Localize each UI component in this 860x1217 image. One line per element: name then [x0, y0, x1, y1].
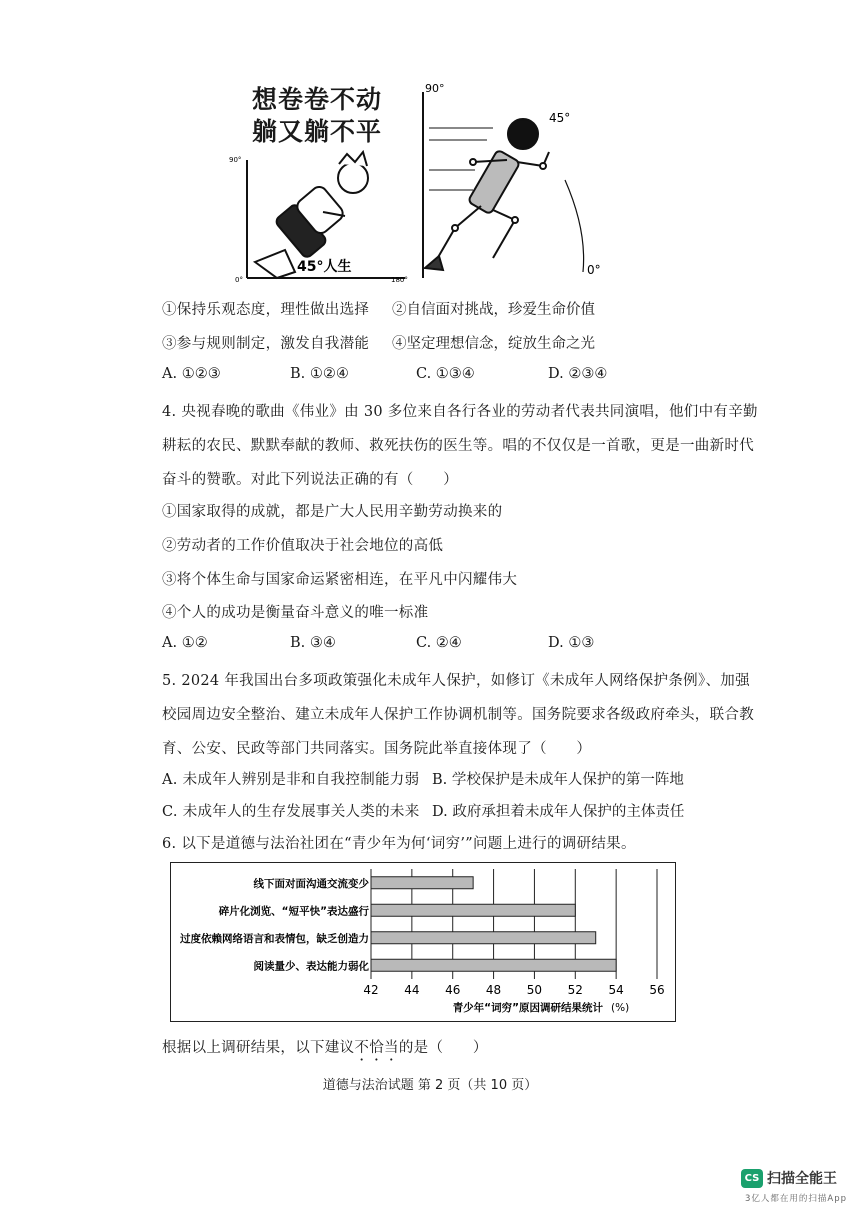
q5-option-a: A. 未成年人辨别是非和自我控制能力弱 [162, 772, 420, 788]
q3-option-a: A. ①②③ [162, 366, 221, 382]
page-footer: 道德与法治试题 第 2 页（共 10 页） [322, 1078, 538, 1093]
right-angle-label: 45° [549, 111, 571, 125]
q3-option-c: C. ①③④ [416, 366, 475, 382]
survey-bar-chart [171, 863, 675, 1021]
chart-bar [371, 932, 596, 944]
left-comic-illustration [225, 150, 415, 285]
scanner-logo-icon: CS [741, 1169, 763, 1188]
chart-category-label: 过度依赖网络语言和表情包，缺乏创造力 [180, 932, 369, 945]
chart-x-tick-label: 52 [567, 983, 583, 997]
chart-x-axis-title: 青少年“词穷”原因调研结果统计 [452, 1002, 603, 1014]
q4-option-b: B. ③④ [290, 635, 336, 651]
right-axis-top-label: 90° [425, 82, 445, 95]
q6-question-pre: 根据以上调研结果，以下建议 [162, 1040, 355, 1056]
q6-question [162, 1036, 488, 1057]
q4-stem-line3: 奋斗的赞歌。对此下列说法正确的有（ ） [162, 472, 458, 488]
chart-bar [371, 959, 616, 971]
q6-emphasis-char-3: 当 [384, 1040, 399, 1056]
q3-statement-4: ④坚定理想信念，绽放生命之光 [392, 336, 595, 352]
q5-stem-line3: 育、公安、民政等部门共同落实。国务院此举直接体现了（ ） [162, 741, 592, 757]
q3-statement-1: ①保持乐观态度，理性做出选择 [162, 302, 370, 318]
scanner-tagline: 3亿人都在用的扫描App [745, 1194, 848, 1204]
q4-stem-line2: 耕耘的农民、默默奉献的教师、救死扶伤的医生等。唱的不仅仅是一首歌，更是一曲新时代 [162, 438, 754, 454]
comic-title-line1: 想卷卷不动 [252, 85, 383, 114]
q6-stem-line1: 6. 以下是道德与法治社团在“青少年为何‘词穷’”问题上进行的调研结果。 [162, 836, 636, 852]
chart-category-label: 碎片化浏览、“短平快”表达盛行 [218, 905, 369, 918]
q4-option-c: C. ②④ [416, 635, 462, 651]
chart-x-axis-unit: (%) [611, 1002, 630, 1014]
q3-statement-3: ③参与规则制定，激发自我潜能 [162, 336, 370, 352]
left-comic-caption: 45°人生 [297, 259, 352, 275]
chart-x-tick-label: 56 [649, 983, 665, 997]
chart-category-label: 阅读量少、表达能力弱化 [253, 960, 369, 973]
chart-bar [371, 877, 473, 889]
right-axis-bottom-label: 0° [587, 263, 601, 277]
q4-option-a: A. ①② [162, 635, 208, 651]
left-axis-origin-label: 0° [235, 276, 243, 284]
chart-x-tick-label: 44 [404, 983, 420, 997]
q3-statement-2: ②自信面对挑战，珍爱生命价值 [392, 302, 595, 318]
chart-bar [371, 904, 575, 916]
q4-statement-4: ④个人的成功是衡量奋斗意义的唯一标准 [162, 605, 429, 621]
left-axis-right-label: 180° [391, 276, 408, 284]
survey-chart-frame [170, 862, 676, 1022]
q4-stem-line1: 4. 央视春晚的歌曲《伟业》由 30 多位来自各行各业的劳动者代表共同演唱，他们中有辛勤 [162, 404, 758, 420]
q4-option-d: D. ①③ [548, 635, 595, 651]
comic-title-line2: 躺又躺不平 [252, 117, 383, 146]
chart-x-tick-label: 50 [526, 983, 543, 997]
q4-statement-1: ①国家取得的成就，都是广大人民用辛勤劳动换来的 [162, 504, 503, 520]
q3-option-d: D. ②③④ [548, 366, 608, 382]
chart-x-tick-label: 54 [608, 983, 624, 997]
q4-statement-2: ②劳动者的工作价值取决于社会地位的高低 [162, 538, 444, 554]
q6-question-post: 的是（ ） [398, 1040, 488, 1056]
left-axis-top-label: 90° [229, 156, 242, 164]
scanner-app-name: 扫描全能王 [767, 1171, 837, 1187]
chart-x-tick-label: 48 [485, 983, 502, 997]
chart-x-tick-label: 46 [445, 983, 461, 997]
right-comic-illustration [415, 80, 615, 285]
q5-option-d: D. 政府承担着未成年人保护的主体责任 [432, 804, 685, 820]
q4-statement-3: ③将个体生命与国家命运紧密相连，在平凡中闪耀伟大 [162, 572, 518, 588]
q3-option-b: B. ①②④ [290, 366, 349, 382]
q5-option-b: B. 学校保护是未成年人保护的第一阵地 [432, 772, 684, 788]
chart-category-label: 线下面对面沟通交流变少 [253, 877, 369, 890]
chart-x-tick-label: 42 [363, 983, 379, 997]
q5-stem-line1: 5. 2024 年我国出台多项政策强化未成年人保护，如修订《未成年人网络保护条例》、加强 [162, 673, 750, 689]
q6-emphasis-char-2: 恰 [369, 1040, 385, 1056]
q6-emphasis-char-1: 不 [354, 1040, 370, 1056]
q5-option-c: C. 未成年人的生存发展事关人类的未来 [162, 804, 420, 820]
q5-stem-line2: 校园周边安全整治、建立未成年人保护工作协调机制等。国务院要求各级政府牵头，联合教 [162, 707, 754, 723]
